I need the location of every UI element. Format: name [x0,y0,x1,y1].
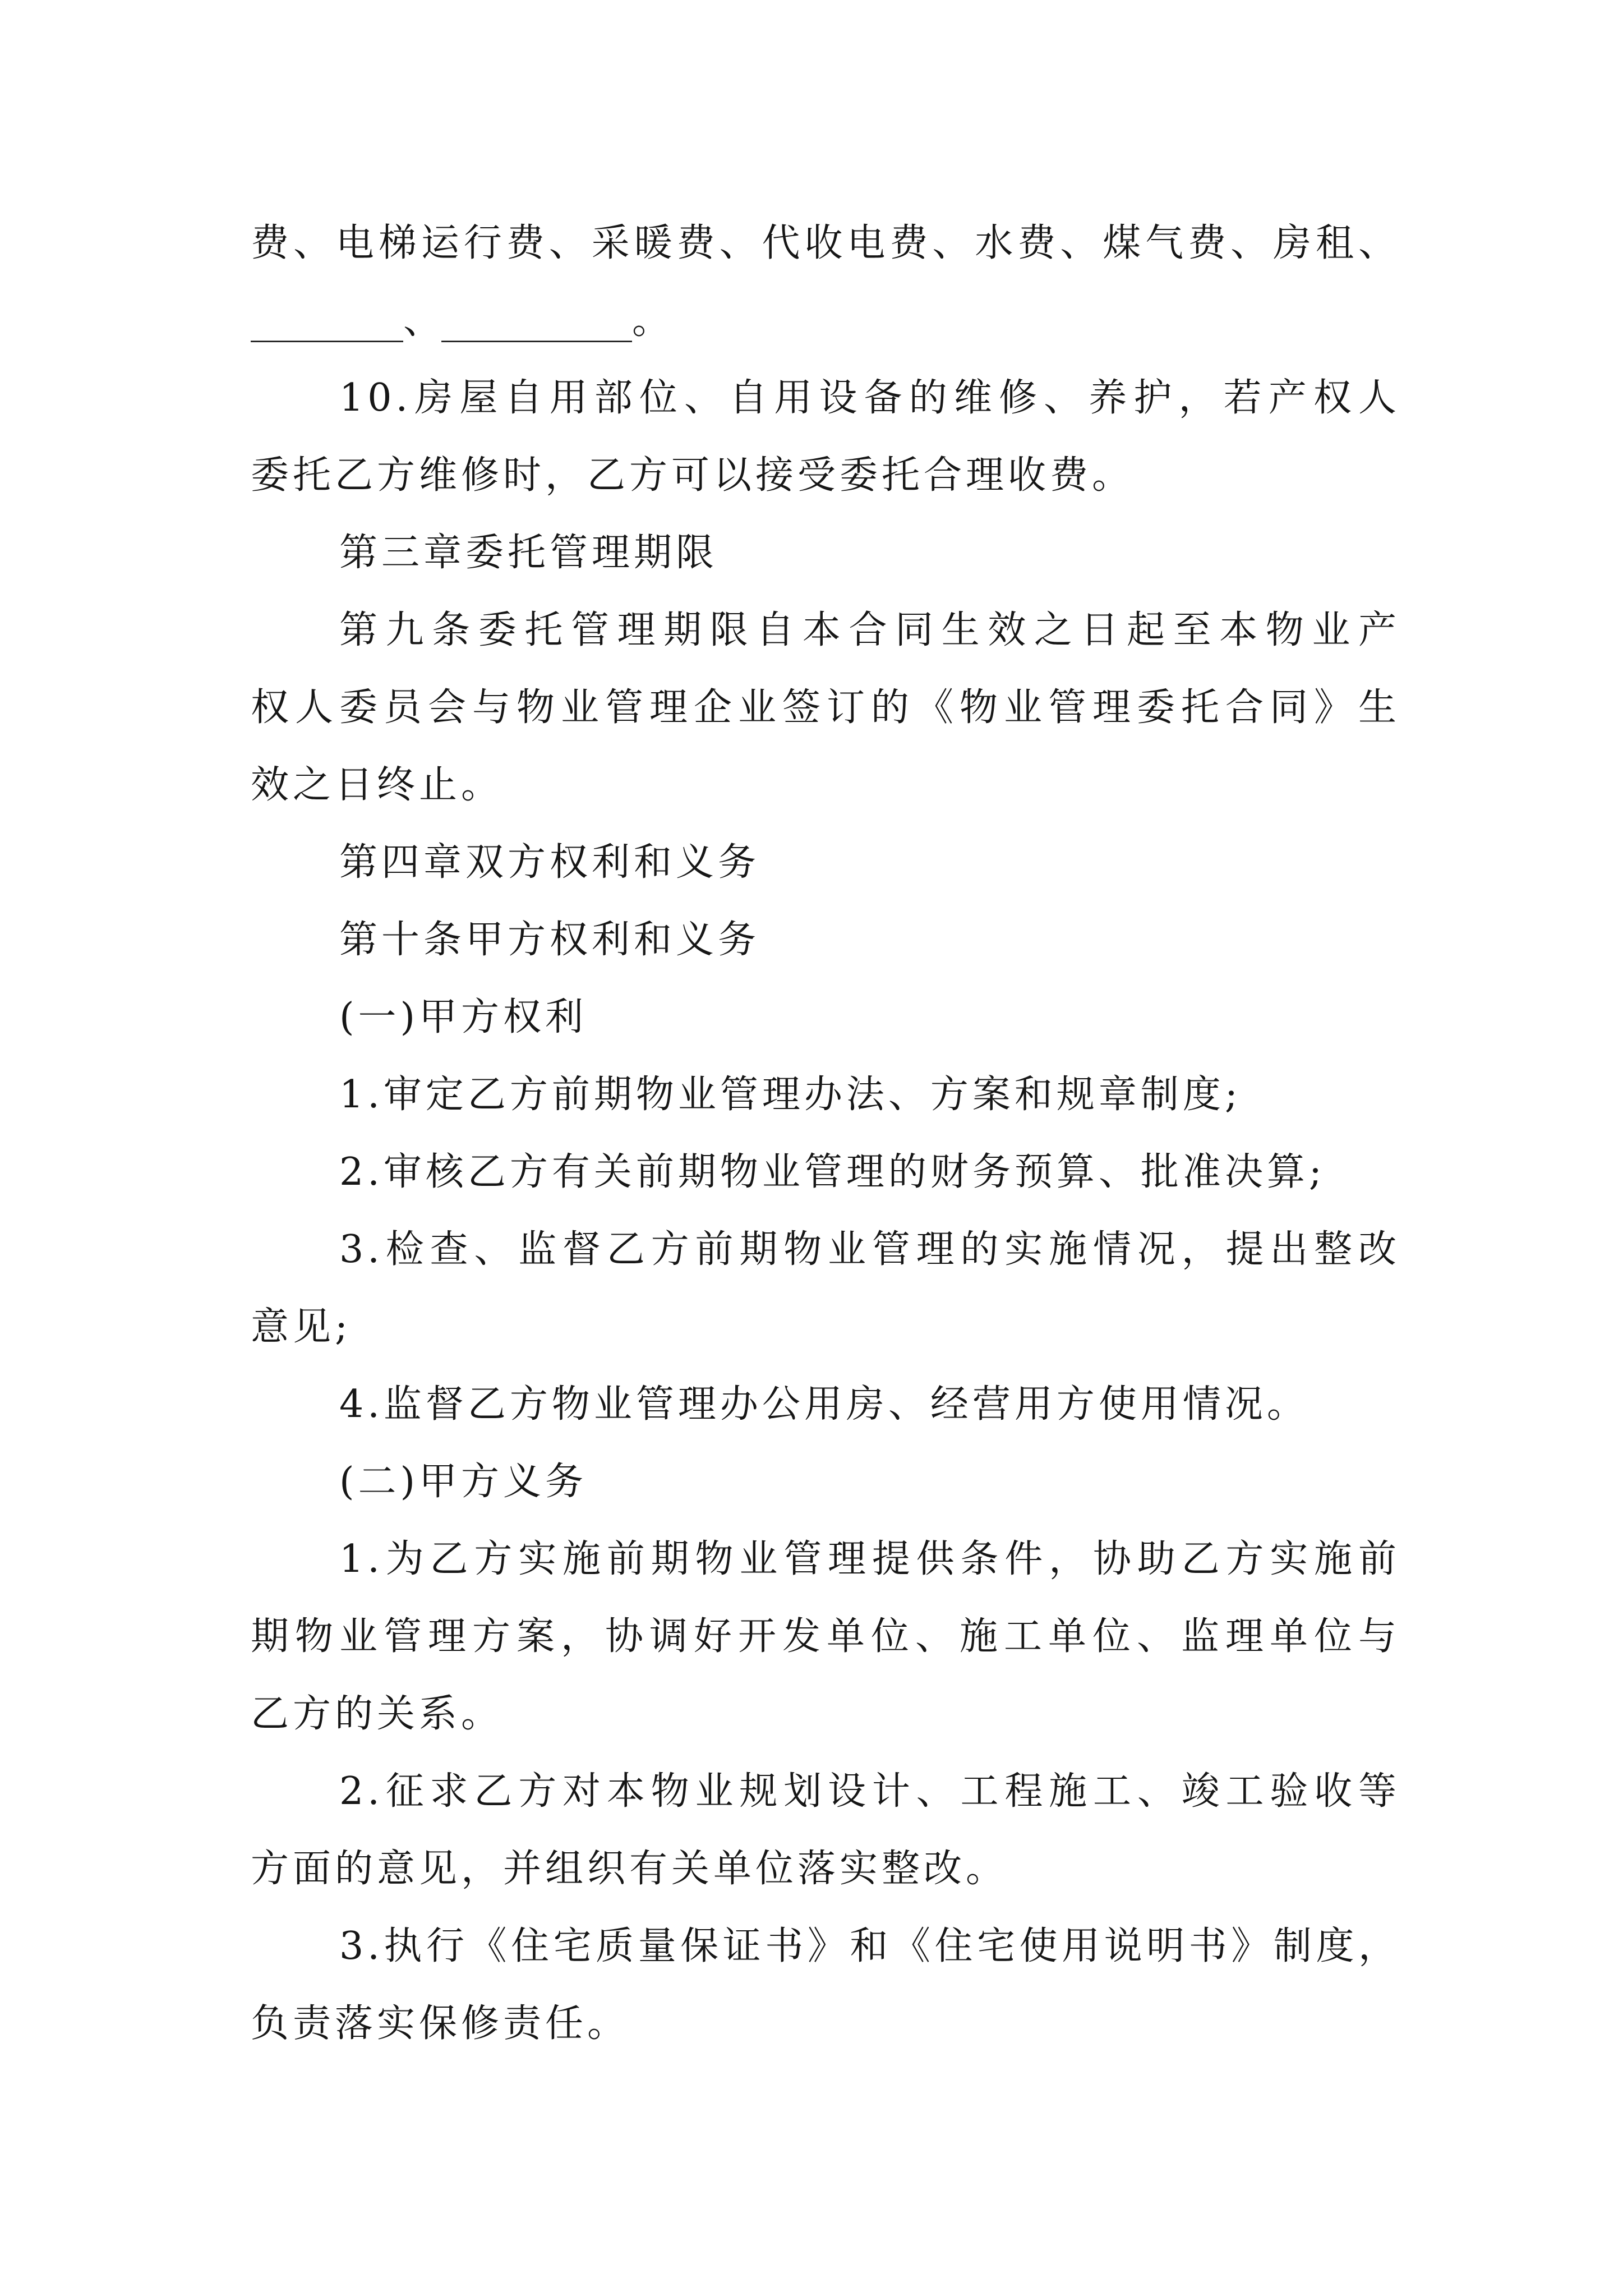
heading-line: 第三章委托管理期限 [339,531,718,575]
heading-line: 第十条甲方权利和义务 [339,918,760,962]
paragraph-line: 委托乙方维修时，乙方可以接受委托合理收费。 [251,453,1135,498]
paragraph-line: 1.审定乙方前期物业管理办法、方案和规章制度; [339,1073,1242,1117]
list-item [251,1134,1400,1211]
section-heading [251,1443,1400,1521]
paragraph-line: 乙方的关系。 [251,1692,504,1736]
paragraph-line: 期物业管理方案，协调好开发单位、施工单位、监理单位与 [251,1614,1400,1659]
paragraph-line: 权人委员会与物业管理企业签订的《物业管理委托合同》生 [251,685,1400,730]
chapter-heading [251,514,1400,592]
paragraph-line: 第九条委托管理期限自本合同生效之日起至本物业产 [339,608,1400,652]
paragraph-line: 2.征求乙方对本物业规划设计、工程施工、竣工验收等 [339,1769,1400,1814]
paragraph-line: 费、电梯运行费、采暖费、代收电费、水费、煤气费、房租、 [251,221,1400,265]
paragraph-line: 3.执行《住宅质量保证书》和《住宅使用说明书》制度， [339,1924,1400,1968]
list-item [251,1056,1400,1134]
list-item [251,1366,1400,1443]
article-heading [251,901,1400,979]
list-item [251,1753,1400,1908]
list-item [251,1908,1400,2063]
heading-line: (一)甲方权利 [339,995,588,1039]
chapter-heading [251,824,1400,901]
paragraph-line: 负责落实保修责任。 [251,2001,630,2046]
paragraph-line: 方面的意见，并组织有关单位落实整改。 [251,1847,1008,1891]
list-item [251,360,1400,514]
paragraph-line: 2.审核乙方有关前期物业管理的财务预算、批准决算; [339,1150,1326,1194]
continued-paragraph [251,205,1400,360]
heading-line: (二)甲方义务 [339,1460,588,1504]
paragraph-line: 4.监督乙方物业管理办公用房、经营用方使用情况。 [339,1382,1309,1427]
list-item [251,1211,1400,1366]
section-heading [251,979,1400,1056]
paragraph-line: 3.检查、监督乙方前期物业管理的实施情况，提出整改 [339,1227,1400,1272]
document-body [251,205,1400,2063]
paragraph-line: 10.房屋自用部位、自用设备的维修、养护，若产权人 [339,376,1400,420]
paragraph-line: 效之日终止。 [251,763,504,807]
fill-in-blanks-line: ________、__________。 [251,298,671,343]
list-item [251,1521,1400,1753]
paragraph-line: 意见; [251,1305,352,1349]
heading-line: 第四章双方权利和义务 [339,840,760,885]
paragraph-line: 1.为乙方实施前期物业管理提供条件，协助乙方实施前 [339,1537,1400,1581]
article-paragraph [251,592,1400,824]
